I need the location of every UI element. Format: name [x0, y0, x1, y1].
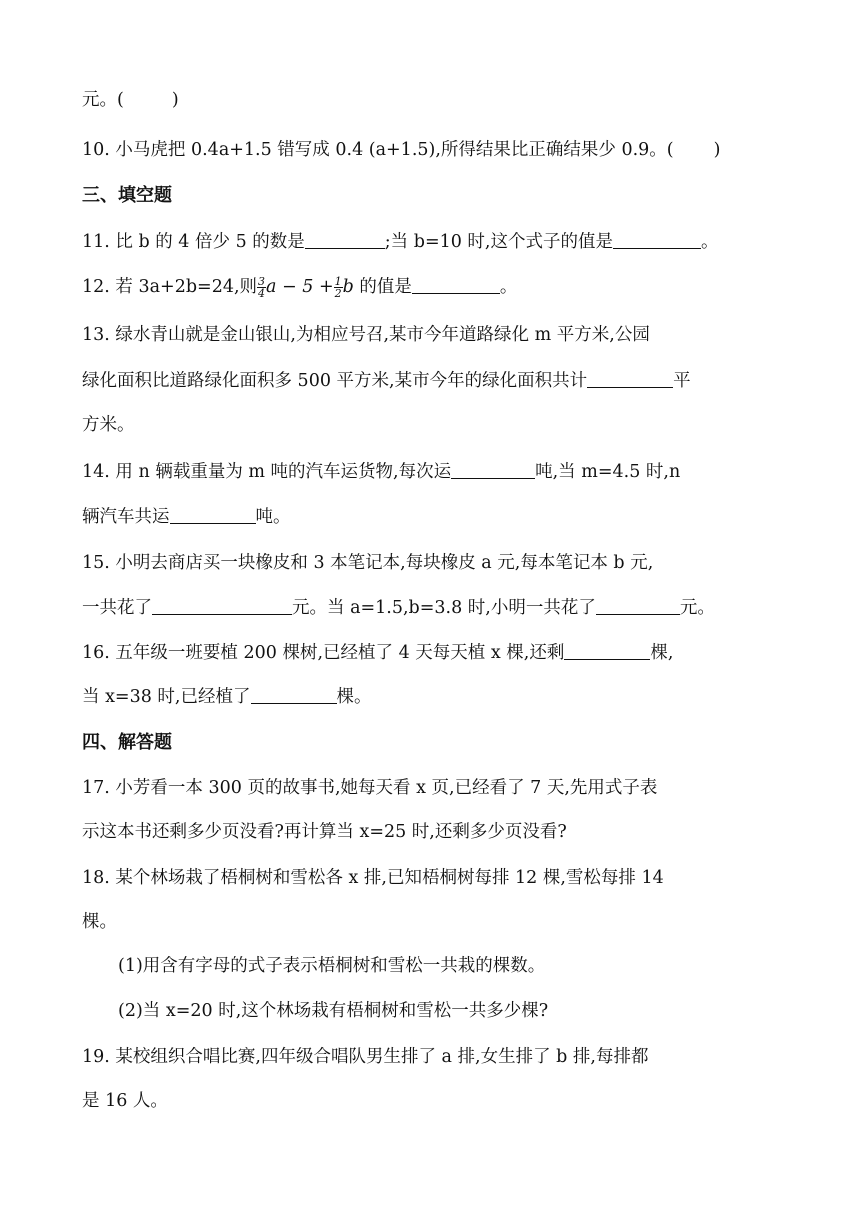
q11-text-2: ;当 b=10 时,这个式子的值是: [384, 232, 613, 252]
question-18-sub-2: (2)当 x=20 时,这个林场栽有梧桐树和雪松一共多少棵?: [118, 1001, 549, 1021]
q13-text-3: 平: [673, 371, 691, 391]
q19-number: 19.: [82, 1047, 110, 1067]
q10-number: 10.: [82, 140, 110, 160]
question-18-line-2: 棵。: [82, 912, 117, 932]
answer-blank[interactable]: [613, 230, 701, 249]
q16-text-1: 五年级一班要植 200 棵树,已经植了 4 天每天植 x 棵,还剩: [115, 643, 565, 663]
q11-number: 11.: [82, 232, 110, 252]
q12-expression: a − 5 +: [266, 277, 334, 297]
answer-blank[interactable]: [170, 505, 256, 524]
question-19-line-2: 是 16 人。: [82, 1091, 168, 1111]
q17-number: 17.: [82, 778, 110, 798]
q10-text: 小马虎把 0.4a+1.5 错写成 0.4 (a+1.5),所得结果比正确结果少 0.9。(: [115, 140, 674, 160]
answer-blank[interactable]: [564, 641, 650, 660]
q14-text-3: 辆汽车共运: [82, 507, 170, 527]
section-3-title: 三、填空题: [82, 185, 172, 206]
question-15-line-2: [82, 596, 715, 620]
q9-continuation: [82, 88, 179, 112]
question-17-line-1: [82, 776, 657, 800]
fraction-3-4: $\frac{3}{4}$: [258, 275, 266, 300]
question-19-line-1: [82, 1045, 649, 1069]
answer-blank[interactable]: [152, 596, 292, 615]
answer-blank[interactable]: [596, 596, 680, 615]
q17-text-1: 小芳看一本 300 页的故事书,她每天看 x 页,已经看了 7 天,先用式子表: [115, 778, 658, 798]
q18-number: 18.: [82, 868, 110, 888]
q15-number: 15.: [82, 553, 110, 573]
fraction-1-2: $\frac{1}{2}$: [334, 275, 342, 300]
answer-blank[interactable]: [587, 369, 673, 388]
question-17-line-2: 示这本书还剩多少页没看?再计算当 x=25 时,还剩多少页没看?: [82, 822, 567, 842]
q13-text-2: 绿化面积比道路绿化面积多 500 平方米,某市今年的绿化面积共计: [82, 371, 588, 391]
q12-number: 12.: [82, 277, 110, 297]
q12-text-1: 若 3a+2b=24,则: [115, 277, 258, 297]
q9-text: 元。(: [82, 90, 124, 110]
q15-text-4: 元。: [679, 598, 715, 618]
q12-text-3: 。: [499, 277, 518, 297]
question-14-line-2: [82, 505, 291, 529]
question-13-line-2: [82, 369, 691, 393]
question-11: [82, 230, 719, 254]
q11-text-1: 比 b 的 4 倍少 5 的数是: [115, 232, 305, 252]
q15-text-3: 元。当 a=1.5,b=3.8 时,小明一共花了: [292, 598, 596, 618]
q9-paren-close: ): [171, 90, 179, 110]
q14-number: 14.: [82, 462, 110, 482]
q16-text-4: 棵。: [336, 687, 372, 707]
q19-text-1: 某校组织合唱比赛,四年级合唱队男生排了 a 排,女生排了 b 排,每排都: [115, 1047, 649, 1067]
question-16-line-2: [82, 685, 372, 709]
q12-text-2: 的值是: [359, 277, 412, 297]
q15-text-1: 小明去商店买一块橡皮和 3 本笔记本,每块橡皮 a 元,每本笔记本 b 元,: [115, 553, 654, 573]
q13-number: 13.: [82, 325, 110, 345]
answer-blank[interactable]: [251, 685, 337, 704]
question-10: [82, 138, 720, 162]
question-18-line-1: [82, 866, 664, 890]
q14-text-1: 用 n 辆载重量为 m 吨的汽车运货物,每次运: [115, 462, 452, 482]
question-13-line-3: 方米。: [82, 415, 135, 435]
q15-text-2: 一共花了: [82, 598, 152, 618]
q12-variable-b: b: [342, 277, 354, 297]
q11-text-3: 。: [701, 232, 719, 252]
q13-text-1: 绿水青山就是金山银山,为相应号召,某市今年道路绿化 m 平方米,公园: [115, 325, 650, 345]
q14-text-4: 吨。: [255, 507, 291, 527]
answer-blank[interactable]: [451, 460, 535, 479]
question-13-line-1: [82, 323, 650, 347]
question-12: [82, 275, 517, 299]
question-18-sub-1: (1)用含有字母的式子表示梧桐树和雪松一共栽的棵数。: [118, 956, 546, 976]
q10-paren-close: ): [713, 140, 721, 160]
q14-text-2: 吨,当 m=4.5 时,n: [535, 462, 681, 482]
section-4-title: 四、解答题: [82, 732, 172, 753]
question-14-line-1: [82, 460, 680, 484]
question-16-line-1: [82, 641, 673, 665]
answer-blank[interactable]: [412, 275, 500, 294]
question-15-line-1: [82, 551, 653, 575]
answer-blank[interactable]: [305, 230, 385, 249]
q16-text-2: 棵,: [650, 643, 674, 663]
q16-number: 16.: [82, 643, 110, 663]
q16-text-3: 当 x=38 时,已经植了: [82, 687, 251, 707]
q18-text-1: 某个林场栽了梧桐树和雪松各 x 排,已知梧桐树每排 12 棵,雪松每排 14: [115, 868, 664, 888]
